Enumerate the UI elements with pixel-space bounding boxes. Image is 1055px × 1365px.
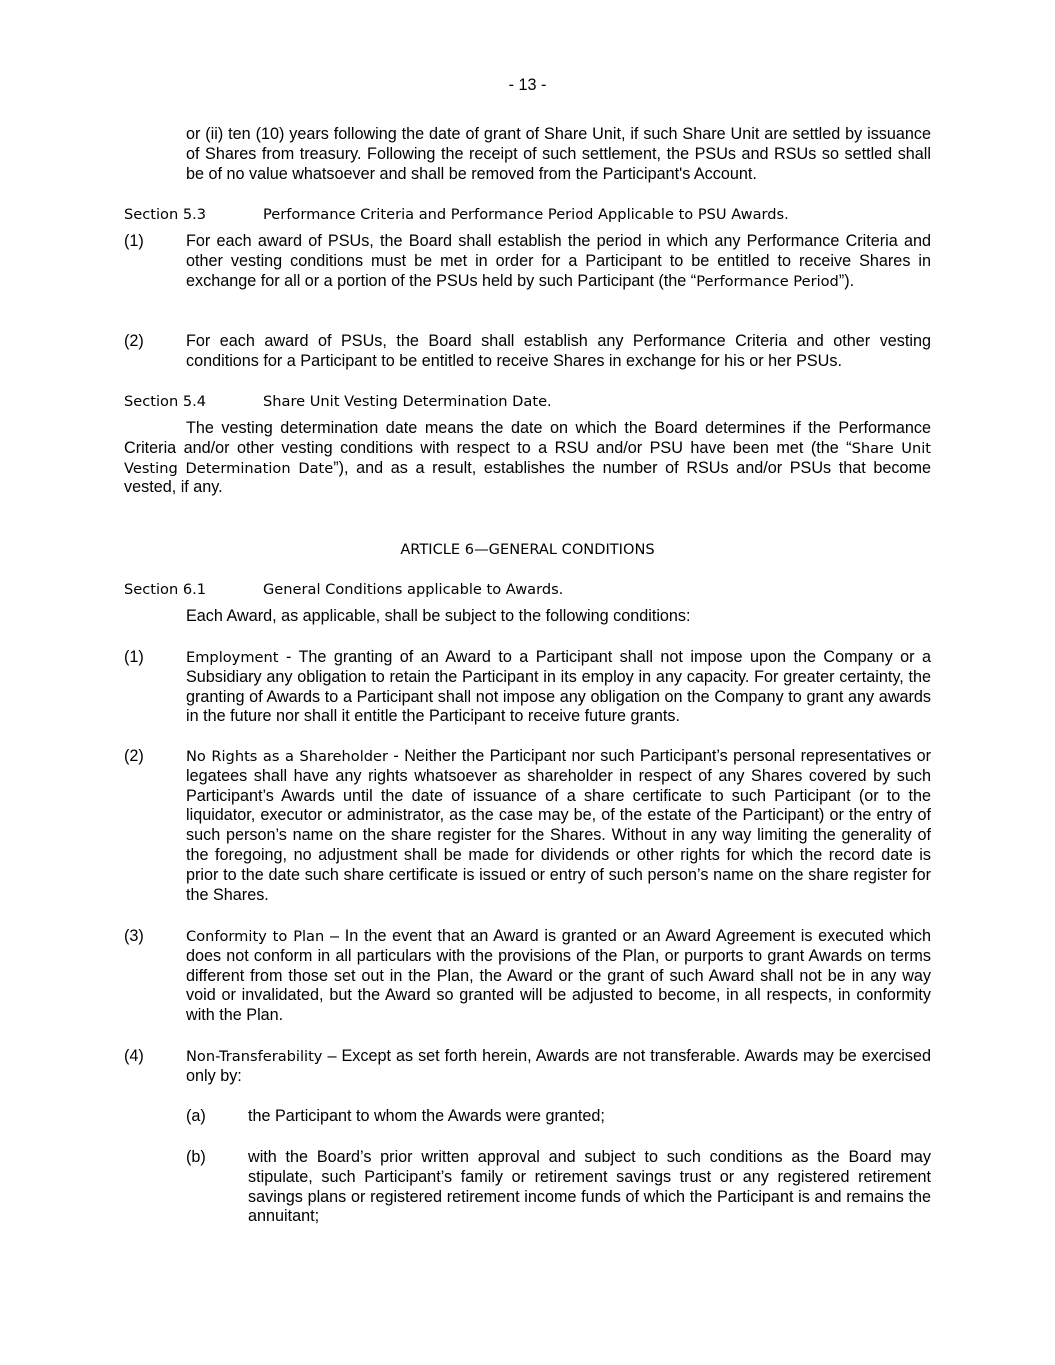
condition-lead: Non-Transferability [186,1048,323,1065]
item-number: (3) [124,927,144,945]
item-text: For each award of PSUs, the Board shall establish the period in which any Performance Criteria and other vesting conditions must be met in order for a Participant to be entitled to receive Shares in exchange for all or a portion of the PSUs held by such Participant (the “ [186,232,931,290]
section-title: General Conditions applicable to Awards. [263,581,564,598]
section-title: Share Unit Vesting Determination Date. [263,393,552,410]
item-number: (1) [124,232,144,250]
condition-lead: Employment [186,649,279,666]
item-text: ”). [838,271,855,290]
condition-text: - Neither the Participant nor such Participant’s personal representatives or legatees shall have any rights whatsoever as shareholder in respect of any Shares covered by such Participant’s Awards until the date of issuance of a share certificate to such Participant (or to the liquidator, executor or administrator, as the case may be, of the estate of the Participant) or the entry of such person’s name on the share register for the Shares. Without in any way limiting the generality of the foregoing, no adjustment shall be made for dividends or other rights for which the record date is prior to the date such share certificate is issued or entry of such person’s name on the share register for the Shares. [186,747,932,904]
condition-lead: Conformity to Plan [186,928,325,945]
defined-term: Performance Period [696,272,839,290]
section-title: Performance Criteria and Performance Period Applicable to PSU Awards. [263,206,789,223]
paragraph-text: ”), and as a result, establishes the number of RSUs and/or PSUs that become vested, if any. [124,458,931,497]
article-heading: ARTICLE 6—GENERAL CONDITIONS [400,541,655,558]
section-number: Section 5.4 [124,393,207,410]
condition-non-transferability [186,1047,931,1087]
paragraph-text: The vesting determination date means the date on which the Board determines if the Performance Criteria and/or other vesting conditions with respect to a RSU and/or PSU have been met (the “ [124,419,931,457]
intro-paragraph: or (ii) ten (10) years following the date of grant of Share Unit, if such Share Unit are settled by issuance of Shares from treasury. Following the receipt of such settlement, the PSUs and RSUs so settled shall be of no value whatsoever and shall be removed from the Participant's Account. [186,125,931,183]
item-number: (1) [124,648,144,666]
condition-text: – In the event that an Award is granted or an Award Agreement is executed which does not conform in all particulars with the provisions of the Plan, or purports to grant Awards on terms different from those set out in the Plan, the Award or the grant of such Award shall not be in any way void or invalidated, but the Award so granted will be adjusted to become, in all respects, in conformity with the Plan. [186,927,931,1025]
condition-conformity [186,927,931,1026]
item-number: (4) [124,1047,144,1065]
page-number: - 13 - [508,76,547,94]
subitem-a: the Participant to whom the Awards were granted; [248,1107,605,1125]
item-number: (2) [124,747,144,765]
condition-lead: No Rights as a Shareholder [186,748,389,765]
section-6-1-intro: Each Award, as applicable, shall be subject to the following conditions: [186,607,691,625]
condition-no-rights [186,747,931,905]
item-number: (2) [124,332,144,350]
section-5-3-item-1 [186,232,931,291]
section-number: Section 6.1 [124,581,207,598]
section-5-4-paragraph [124,419,931,498]
section-number: Section 5.3 [124,206,207,223]
section-5-3-item-2: For each award of PSUs, the Board shall establish any Performance Criteria and other vesting conditions for a Participant to be entitled to receive Shares in exchange for his or her PSUs. [186,332,931,370]
defined-term: Share Unit Vesting Determination Date [124,439,931,477]
condition-text: - The granting of an Award to a Participant shall not impose upon the Company or a Subsidiary any obligation to retain the Participant in its employ in any capacity. For greater certainty, the granting of Awards to a Participant shall not impose any obligation on the Company to grant any awards in the future nor shall it entitle the Participant to receive future grants. [186,648,931,726]
subitem-number: (a) [186,1107,206,1125]
condition-employment [186,648,931,727]
condition-text: – Except as set forth herein, Awards are not transferable. Awards may be exercised only by: [186,1047,931,1085]
subitem-number: (b) [186,1148,206,1166]
subitem-b: with the Board’s prior written approval and subject to such conditions as the Board may stipulate, such Participant’s family or retirement savings trust or any registered retirement savings plans or registered retirement income funds of which the Participant is and remains the annuitant; [248,1148,931,1226]
